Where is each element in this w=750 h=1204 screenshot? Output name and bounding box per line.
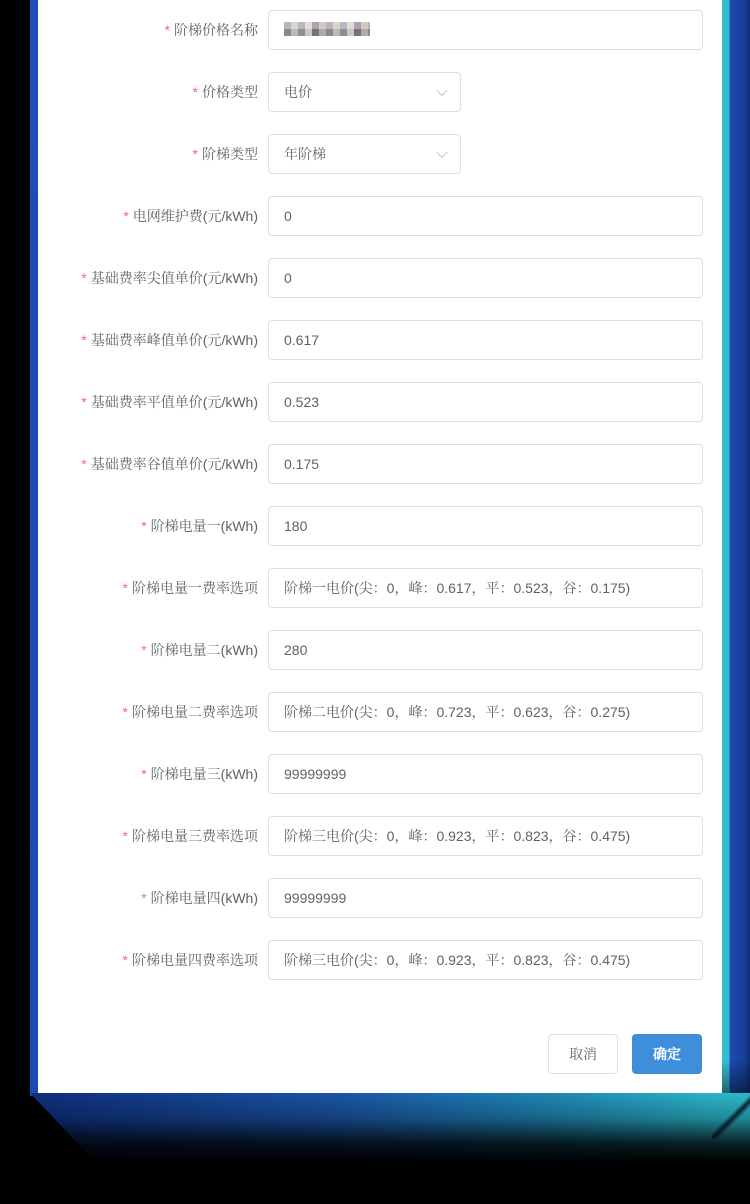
field-value: 阶梯三电价(尖：0，峰：0.923，平：0.823，谷：0.475) (284, 952, 631, 968)
field-label (38, 444, 268, 484)
tier-type-select[interactable] (268, 134, 461, 174)
field-value: 99999999 (284, 766, 347, 782)
field-label (38, 568, 268, 608)
field-label-text: 阶梯电量三费率选项 (132, 828, 258, 844)
frame-bottom-edge (30, 1093, 750, 1165)
field-value: 0 (284, 208, 292, 224)
field-label (38, 382, 268, 422)
required-asterisk: * (81, 270, 87, 286)
required-asterisk: * (122, 952, 128, 968)
required-asterisk: * (141, 642, 147, 658)
field-label-text: 阶梯电量四(kWh) (150, 890, 258, 906)
frame-left-edge (30, 0, 38, 1096)
field-value: 99999999 (284, 890, 347, 906)
base-rate-flat-price-input[interactable] (268, 382, 703, 422)
form-row (38, 940, 722, 980)
required-asterisk: * (122, 580, 128, 596)
form-row (38, 754, 722, 794)
required-asterisk: * (192, 84, 198, 100)
tier-energy-4-rate-option-input[interactable] (268, 940, 703, 980)
field-label-text: 阶梯电量三(kWh) (150, 766, 258, 782)
field-value: 280 (284, 642, 308, 658)
base-rate-peak-price-input[interactable] (268, 320, 703, 360)
required-asterisk: * (141, 518, 147, 534)
required-asterisk: * (141, 890, 147, 906)
field-value (284, 22, 370, 39)
field-label (38, 692, 268, 732)
form-row (38, 10, 722, 50)
required-asterisk: * (164, 22, 170, 38)
field-label-text: 价格类型 (202, 84, 258, 100)
form-row (38, 878, 722, 918)
confirm-button[interactable]: 确定 (632, 1034, 702, 1074)
tier-energy-1-input[interactable] (268, 506, 703, 546)
frame-right-edge (722, 0, 750, 1150)
form-row (38, 568, 722, 608)
field-value: 0.617 (284, 332, 320, 348)
field-label (38, 72, 268, 112)
field-label-text: 阶梯价格名称 (174, 22, 258, 38)
required-asterisk: * (81, 394, 87, 410)
field-label-text: 阶梯电量一(kWh) (150, 518, 258, 534)
tier-energy-4-input[interactable] (268, 878, 703, 918)
field-label-text: 基础费率峰值单价(元/kWh) (90, 332, 258, 348)
field-label (38, 320, 268, 360)
field-label (38, 940, 268, 980)
tier-price-name-input[interactable] (268, 10, 703, 50)
base-rate-valley-price-input[interactable] (268, 444, 703, 484)
field-label-text: 电网维护费(元/kWh) (132, 208, 258, 224)
form-row (38, 630, 722, 670)
form-row (38, 506, 722, 546)
base-rate-sharp-price-input[interactable] (268, 258, 703, 298)
cancel-button[interactable]: 取消 (548, 1034, 618, 1074)
chevron-down-icon (436, 147, 447, 158)
tier-price-form-panel (38, 0, 722, 1093)
tier-energy-3-input[interactable] (268, 754, 703, 794)
redacted-value (284, 22, 370, 36)
field-value: 年阶梯 (284, 146, 326, 162)
form-row (38, 692, 722, 732)
chevron-down-icon (436, 85, 447, 96)
tier-energy-3-rate-option-input[interactable] (268, 816, 703, 856)
required-asterisk: * (123, 208, 129, 224)
form-row (38, 382, 722, 422)
field-label (38, 258, 268, 298)
field-label-text: 基础费率平值单价(元/kWh) (90, 394, 258, 410)
field-label-text: 基础费率谷值单价(元/kWh) (90, 456, 258, 472)
field-value: 0 (284, 270, 292, 286)
field-value: 阶梯三电价(尖：0，峰：0.923，平：0.823，谷：0.475) (284, 828, 631, 844)
form-footer (38, 1034, 722, 1074)
field-value: 0.175 (284, 456, 320, 472)
required-asterisk: * (122, 704, 128, 720)
field-label (38, 816, 268, 856)
tier-energy-2-rate-option-input[interactable] (268, 692, 703, 732)
tier-energy-1-rate-option-input[interactable] (268, 568, 703, 608)
field-label (38, 754, 268, 794)
field-value: 0.523 (284, 394, 320, 410)
required-asterisk: * (81, 456, 87, 472)
form-row (38, 320, 722, 360)
required-asterisk: * (192, 146, 198, 162)
required-asterisk: * (141, 766, 147, 782)
field-label-text: 阶梯电量一费率选项 (132, 580, 258, 596)
form-body (38, 10, 722, 980)
field-value: 阶梯一电价(尖：0，峰：0.617，平：0.523，谷：0.175) (284, 580, 631, 596)
form-row (38, 134, 722, 174)
field-label (38, 630, 268, 670)
form-row (38, 444, 722, 484)
field-value: 180 (284, 518, 308, 534)
form-row (38, 72, 722, 112)
field-label-text: 阶梯电量二(kWh) (150, 642, 258, 658)
field-value: 电价 (284, 84, 312, 100)
field-label-text: 阶梯电量二费率选项 (132, 704, 258, 720)
required-asterisk: * (122, 828, 128, 844)
field-label (38, 506, 268, 546)
field-label (38, 134, 268, 174)
required-asterisk: * (81, 332, 87, 348)
field-label-text: 基础费率尖值单价(元/kWh) (90, 270, 258, 286)
field-label-text: 阶梯类型 (202, 146, 258, 162)
form-row (38, 258, 722, 298)
field-label-text: 阶梯电量四费率选项 (132, 952, 258, 968)
tier-energy-2-input[interactable] (268, 630, 703, 670)
price-type-select[interactable] (268, 72, 461, 112)
field-label (38, 10, 268, 50)
field-label (38, 196, 268, 236)
form-row (38, 196, 722, 236)
grid-maintenance-fee-input[interactable] (268, 196, 703, 236)
field-value: 阶梯二电价(尖：0，峰：0.723，平：0.623，谷：0.275) (284, 704, 631, 720)
form-row (38, 816, 722, 856)
field-label (38, 878, 268, 918)
